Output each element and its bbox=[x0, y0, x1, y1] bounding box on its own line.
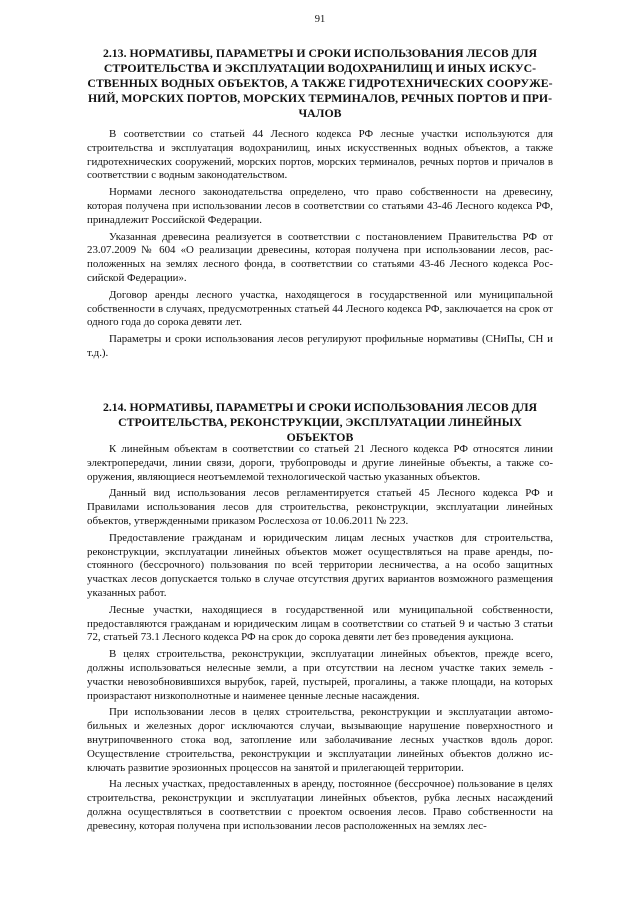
paragraph: Параметры и сроки использования лесов регулируют профильные нормативы (СНиПы, СН и т.д.). bbox=[87, 333, 553, 359]
section-2-13-title: 2.13. НОРМАТИВЫ, ПАРАМЕТРЫ И СРОКИ ИСПОЛЬЗОВАНИЯ ЛЕСОВ ДЛЯ СТРОИТЕЛЬСТВА И ЭКСПЛУАТАЦИИ ВОДОХРАНИЛИЩ И ИНЫХ ИСКУССТВЕННЫХ ВОДНЫХ ОБЪЕКТОВ, А ТАКЖЕ ГИДРОТЕХНИЧЕСКИХ СООРУЖЕНИЙ, МОРСКИХ ПОРТОВ, МОРСКИХ ТЕРМИНАЛОВ, РЕЧНЫХ ПОРТОВ И ПРИЧАЛОВ bbox=[87, 46, 553, 120]
paragraph: В соответствии со статьей 44 Лесного кодекса РФ лесные участки используются для строительства и эксплуатация водохранилищ, иных искусственных водных объектов, а также гидротехнических сооружений, морских портов, морских терминалов, речных портов и причалов в соответствии с водным законодательством. bbox=[87, 128, 553, 182]
paragraph: Лесные участки, находящиеся в государственной или муниципальной собственности, предоставляются гражданам и юридическим лицам в соответствии со статьей 9 и частью 3 статьи 72, статьей 73.1 Лесного кодекса РФ на срок до сорока девяти лет без проведения аукциона. bbox=[87, 603, 553, 644]
paragraph: На лесных участках, предоставленных в аренду, постоянное (бессрочное) пользование в целях строительства, реконструкции и эксплуатации линейных объектов, рубка лесных насаждений должна осуществляться в соответствии с проектом освоения лесов. Право собственности на древесину, которая получена при использовании лесов расположенных на землях лес- bbox=[87, 778, 553, 832]
paragraph: Предоставление гражданам и юридическим лицам лесных участков для строительства, реконструкции, эксплуатации линейных объектов может осуществляться на праве аренды, постоянного (бессрочного) пользования по всей территории лесничества, а на особо защитных участках лесов допускается только в случае отсутствия других вариантов возможного размещения указанных работ. bbox=[87, 531, 553, 599]
paragraph: При использовании лесов в целях строительства, реконструкции и эксплуатации автомобильных и железных дорог исключаются случаи, вызывающие нарушение поверхностного и внутрипочвенного стока вод, затопление или заболачивание лесных участков вдоль дорог. Осуществление строительства, реконструкции и эксплуатации линейных объектов должно исключать развитие эрозионных процессов на занятой и прилегающей территории. bbox=[87, 706, 553, 774]
paragraph: Нормами лесного законодательства определено, что право собственности на древесину, которая получена при использовании лесов в соответствии со статьями 43-46 Лесного кодекса РФ, принадлежит Российской Федерации. bbox=[87, 186, 553, 226]
paragraph: Данный вид использования лесов регламентируется статьей 45 Лесного кодекса РФ и Правилами использования лесов для строительства, реконструкции, эксплуатации линейных объектов, утвержденными приказом Рослесхоза от 10.06.2011 № 223. bbox=[87, 487, 553, 527]
paragraph: В целях строительства, реконструкции, эксплуатации линейных объектов, прежде всего, должны использоваться нелесные земли, а при отсутствии на лесном участке таких земель - участки невозобновившихся вырубок, гарей, пустырей, прогалины, а также площади, на которых произрастают низкополнотные и наименее ценные лесные насаждения. bbox=[87, 648, 553, 702]
section-2-13-body bbox=[87, 128, 553, 364]
paragraph: Указанная древесина реализуется в соответствии с постановлением Правительства РФ от 23.07.2009 № 604 «О реализации древесины, которая получена при использовании лесов, расположенных на землях лесного фонда, в соответствии со статьями 43-46 Лесного кодекса Российской Федерации». bbox=[87, 230, 553, 284]
section-2-14-body bbox=[87, 443, 553, 837]
paragraph: Договор аренды лесного участка, находящегося в государственной или муниципальной собственности в случаях, предусмотренных статьей 44 Лесного кодекса РФ, заключается на срок от одного года до сорока девяти лет. bbox=[87, 288, 553, 329]
paragraph: К линейным объектам в соответствии со статьей 21 Лесного кодекса РФ относятся линии электропередачи, линии связи, дороги, трубопроводы и другие линейные объекты, а также сооружения, являющиеся неотъемлемой технологической частью указанных объектов. bbox=[87, 443, 553, 483]
section-2-14-title: 2.14. НОРМАТИВЫ, ПАРАМЕТРЫ И СРОКИ ИСПОЛЬЗОВАНИЯ ЛЕСОВ ДЛЯ СТРОИТЕЛЬСТВА, РЕКОНСТРУКЦИИ, ЭКСПЛУАТАЦИИ ЛИНЕЙНЫХ ОБЪЕКТОВ bbox=[102, 400, 538, 444]
page-number: 91 bbox=[314, 14, 326, 25]
